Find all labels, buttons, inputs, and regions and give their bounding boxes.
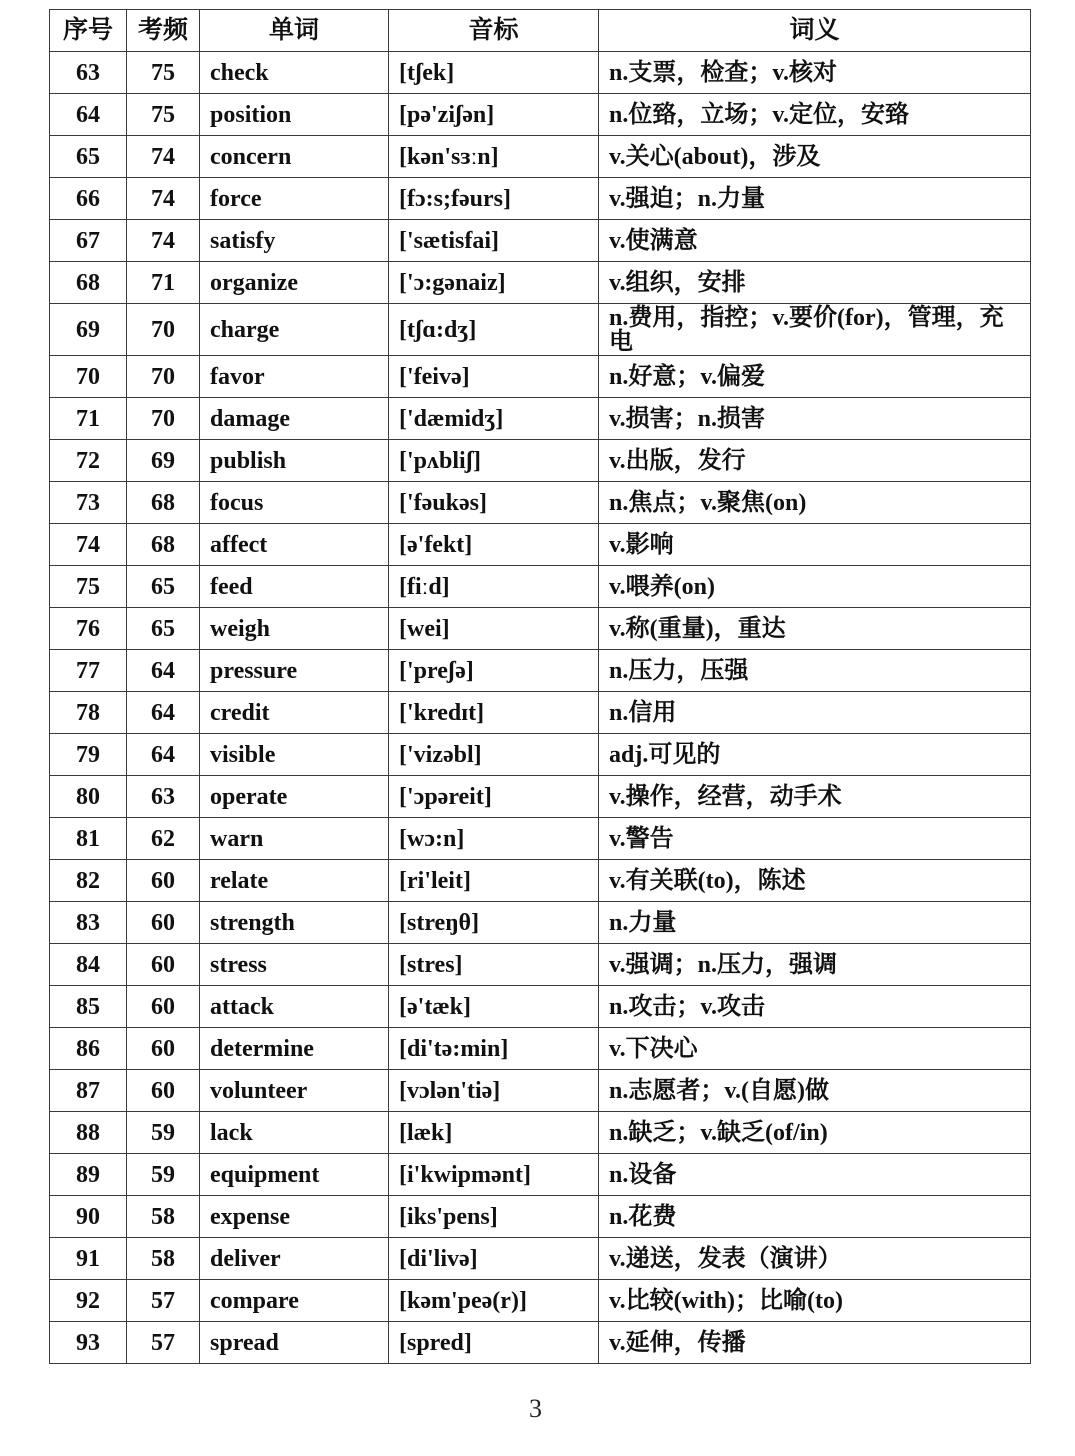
row-frequency: 70: [127, 398, 200, 440]
row-index: 73: [50, 482, 127, 524]
row-frequency: 59: [127, 1112, 200, 1154]
row-word: focus: [200, 482, 389, 524]
table-row: [50, 52, 1031, 94]
row-phonetic: [vɔlən'tiə]: [389, 1070, 599, 1112]
row-phonetic: [wɔ:n]: [389, 818, 599, 860]
row-phonetic: ['vizəbl]: [389, 734, 599, 776]
row-phonetic: [pə'ziʃən]: [389, 94, 599, 136]
row-definition: n.费用，指控；v.要价(for)，管理，充电: [599, 304, 1031, 356]
row-definition: n.缺乏；v.缺乏(of/in): [599, 1112, 1031, 1154]
header-phonetic: 音标: [389, 10, 599, 52]
row-definition: n.攻击；v.攻击: [599, 986, 1031, 1028]
table-row: [50, 650, 1031, 692]
row-word: lack: [200, 1112, 389, 1154]
row-frequency: 74: [127, 136, 200, 178]
row-frequency: 60: [127, 944, 200, 986]
row-frequency: 75: [127, 94, 200, 136]
row-word: visible: [200, 734, 389, 776]
row-phonetic: [ri'leit]: [389, 860, 599, 902]
table-row: [50, 818, 1031, 860]
row-index: 77: [50, 650, 127, 692]
row-word: publish: [200, 440, 389, 482]
row-word: strength: [200, 902, 389, 944]
row-index: 86: [50, 1028, 127, 1070]
row-word: satisfy: [200, 220, 389, 262]
row-definition: n.力量: [599, 902, 1031, 944]
row-word: equipment: [200, 1154, 389, 1196]
table-row: [50, 776, 1031, 818]
table-row: [50, 1028, 1031, 1070]
row-definition: n.支票，检查；v.核对: [599, 52, 1031, 94]
row-phonetic: [kən'sɜːn]: [389, 136, 599, 178]
row-word: deliver: [200, 1238, 389, 1280]
row-index: 66: [50, 178, 127, 220]
row-word: force: [200, 178, 389, 220]
row-index: 68: [50, 262, 127, 304]
row-phonetic: ['dæmidʒ]: [389, 398, 599, 440]
row-word: credit: [200, 692, 389, 734]
row-definition: n.位臵，立场；v.定位，安臵: [599, 94, 1031, 136]
row-index: 90: [50, 1196, 127, 1238]
row-frequency: 64: [127, 650, 200, 692]
row-index: 75: [50, 566, 127, 608]
row-phonetic: ['pʌbliʃ]: [389, 440, 599, 482]
row-frequency: 58: [127, 1196, 200, 1238]
row-index: 71: [50, 398, 127, 440]
row-frequency: 68: [127, 524, 200, 566]
row-phonetic: [læk]: [389, 1112, 599, 1154]
row-index: 64: [50, 94, 127, 136]
header-frequency: 考频: [127, 10, 200, 52]
row-frequency: 64: [127, 692, 200, 734]
row-word: stress: [200, 944, 389, 986]
table-row: [50, 1196, 1031, 1238]
row-frequency: 60: [127, 986, 200, 1028]
row-definition: v.关心(about)，涉及: [599, 136, 1031, 178]
table-row: [50, 566, 1031, 608]
row-phonetic: ['ɔpəreit]: [389, 776, 599, 818]
row-index: 91: [50, 1238, 127, 1280]
row-index: 78: [50, 692, 127, 734]
row-phonetic: [streŋθ]: [389, 902, 599, 944]
row-index: 80: [50, 776, 127, 818]
row-frequency: 74: [127, 178, 200, 220]
row-word: compare: [200, 1280, 389, 1322]
table-row: [50, 734, 1031, 776]
row-phonetic: [tʃek]: [389, 52, 599, 94]
table-row: [50, 482, 1031, 524]
row-word: expense: [200, 1196, 389, 1238]
row-definition: v.延伸，传播: [599, 1322, 1031, 1364]
row-phonetic: [fɔ:s;fəurs]: [389, 178, 599, 220]
row-phonetic: [di'tə:min]: [389, 1028, 599, 1070]
row-definition: v.警告: [599, 818, 1031, 860]
row-definition: v.组织，安排: [599, 262, 1031, 304]
row-index: 70: [50, 356, 127, 398]
row-frequency: 70: [127, 356, 200, 398]
row-frequency: 75: [127, 52, 200, 94]
row-definition: v.损害；n.损害: [599, 398, 1031, 440]
table-row: [50, 356, 1031, 398]
header-definition: 词义: [599, 10, 1031, 52]
row-frequency: 57: [127, 1322, 200, 1364]
table-row: [50, 1070, 1031, 1112]
table-row: [50, 524, 1031, 566]
row-definition: n.信用: [599, 692, 1031, 734]
row-index: 93: [50, 1322, 127, 1364]
row-frequency: 69: [127, 440, 200, 482]
table-row: [50, 304, 1031, 356]
row-frequency: 71: [127, 262, 200, 304]
page-number: 3: [529, 1394, 542, 1423]
row-index: 76: [50, 608, 127, 650]
row-phonetic: [i'kwipmənt]: [389, 1154, 599, 1196]
row-definition: v.喂养(on): [599, 566, 1031, 608]
row-index: 65: [50, 136, 127, 178]
row-phonetic: [kəm'peə(r)]: [389, 1280, 599, 1322]
row-word: damage: [200, 398, 389, 440]
row-phonetic: [spred]: [389, 1322, 599, 1364]
row-index: 92: [50, 1280, 127, 1322]
row-frequency: 74: [127, 220, 200, 262]
table-header-row: [50, 10, 1031, 52]
row-word: favor: [200, 356, 389, 398]
row-phonetic: ['ɔ:gənaiz]: [389, 262, 599, 304]
row-word: feed: [200, 566, 389, 608]
row-phonetic: [wei]: [389, 608, 599, 650]
table-row: [50, 986, 1031, 1028]
row-definition: v.递送，发表（演讲）: [599, 1238, 1031, 1280]
row-definition: n.花费: [599, 1196, 1031, 1238]
row-index: 63: [50, 52, 127, 94]
row-frequency: 60: [127, 860, 200, 902]
table-row: [50, 94, 1031, 136]
row-definition: v.出版，发行: [599, 440, 1031, 482]
table-row: [50, 136, 1031, 178]
table-row: [50, 1280, 1031, 1322]
vocabulary-table: [49, 9, 1031, 1364]
row-definition: n.压力，压强: [599, 650, 1031, 692]
row-word: warn: [200, 818, 389, 860]
row-definition: v.有关联(to)，陈述: [599, 860, 1031, 902]
row-phonetic: [fiːd]: [389, 566, 599, 608]
table-row: [50, 262, 1031, 304]
row-word: concern: [200, 136, 389, 178]
table-row: [50, 860, 1031, 902]
table-row: [50, 220, 1031, 262]
row-frequency: 62: [127, 818, 200, 860]
row-index: 89: [50, 1154, 127, 1196]
table-row: [50, 1112, 1031, 1154]
row-word: relate: [200, 860, 389, 902]
row-index: 67: [50, 220, 127, 262]
row-word: weigh: [200, 608, 389, 650]
row-phonetic: ['preʃə]: [389, 650, 599, 692]
row-definition: v.强迫；n.力量: [599, 178, 1031, 220]
row-definition: v.影响: [599, 524, 1031, 566]
row-phonetic: ['fəukəs]: [389, 482, 599, 524]
row-index: 83: [50, 902, 127, 944]
table-row: [50, 178, 1031, 220]
row-phonetic: [ə'tæk]: [389, 986, 599, 1028]
row-phonetic: [ə'fekt]: [389, 524, 599, 566]
row-definition: n.焦点；v.聚焦(on): [599, 482, 1031, 524]
row-word: volunteer: [200, 1070, 389, 1112]
row-definition: v.下决心: [599, 1028, 1031, 1070]
row-phonetic: [iks'pens]: [389, 1196, 599, 1238]
row-frequency: 60: [127, 902, 200, 944]
row-word: operate: [200, 776, 389, 818]
row-index: 82: [50, 860, 127, 902]
row-frequency: 65: [127, 608, 200, 650]
row-index: 84: [50, 944, 127, 986]
row-phonetic: [tʃɑ:dʒ]: [389, 304, 599, 356]
row-phonetic: ['kredɪt]: [389, 692, 599, 734]
row-word: charge: [200, 304, 389, 356]
row-phonetic: ['sætisfai]: [389, 220, 599, 262]
row-word: affect: [200, 524, 389, 566]
table-row: [50, 1322, 1031, 1364]
row-phonetic: ['feivə]: [389, 356, 599, 398]
row-frequency: 60: [127, 1028, 200, 1070]
row-frequency: 60: [127, 1070, 200, 1112]
row-frequency: 70: [127, 304, 200, 356]
row-index: 72: [50, 440, 127, 482]
header-word: 单词: [200, 10, 389, 52]
row-word: organize: [200, 262, 389, 304]
row-definition: v.操作，经营，动手术: [599, 776, 1031, 818]
row-word: pressure: [200, 650, 389, 692]
table-row: [50, 608, 1031, 650]
table-row: [50, 1154, 1031, 1196]
row-frequency: 57: [127, 1280, 200, 1322]
table-body: [50, 52, 1031, 1364]
row-definition: n.志愿者；v.(自愿)做: [599, 1070, 1031, 1112]
row-word: determine: [200, 1028, 389, 1070]
row-frequency: 63: [127, 776, 200, 818]
row-index: 81: [50, 818, 127, 860]
table-row: [50, 1238, 1031, 1280]
table-row: [50, 902, 1031, 944]
row-index: 69: [50, 304, 127, 356]
table-row: [50, 398, 1031, 440]
row-word: check: [200, 52, 389, 94]
row-frequency: 64: [127, 734, 200, 776]
table-row: [50, 440, 1031, 482]
row-word: position: [200, 94, 389, 136]
row-definition: adj.可见的: [599, 734, 1031, 776]
row-frequency: 59: [127, 1154, 200, 1196]
row-index: 87: [50, 1070, 127, 1112]
row-phonetic: [stres]: [389, 944, 599, 986]
row-word: attack: [200, 986, 389, 1028]
row-frequency: 68: [127, 482, 200, 524]
row-index: 74: [50, 524, 127, 566]
row-index: 85: [50, 986, 127, 1028]
table-row: [50, 944, 1031, 986]
row-definition: v.称(重量)，重达: [599, 608, 1031, 650]
row-phonetic: [di'livə]: [389, 1238, 599, 1280]
row-definition: n.好意；v.偏爱: [599, 356, 1031, 398]
row-definition: n.设备: [599, 1154, 1031, 1196]
row-frequency: 58: [127, 1238, 200, 1280]
row-word: spread: [200, 1322, 389, 1364]
row-definition: v.比较(with)；比喻(to): [599, 1280, 1031, 1322]
row-definition: v.强调；n.压力，强调: [599, 944, 1031, 986]
row-index: 79: [50, 734, 127, 776]
table-row: [50, 692, 1031, 734]
row-index: 88: [50, 1112, 127, 1154]
header-index: 序号: [50, 10, 127, 52]
row-definition: v.使满意: [599, 220, 1031, 262]
row-frequency: 65: [127, 566, 200, 608]
